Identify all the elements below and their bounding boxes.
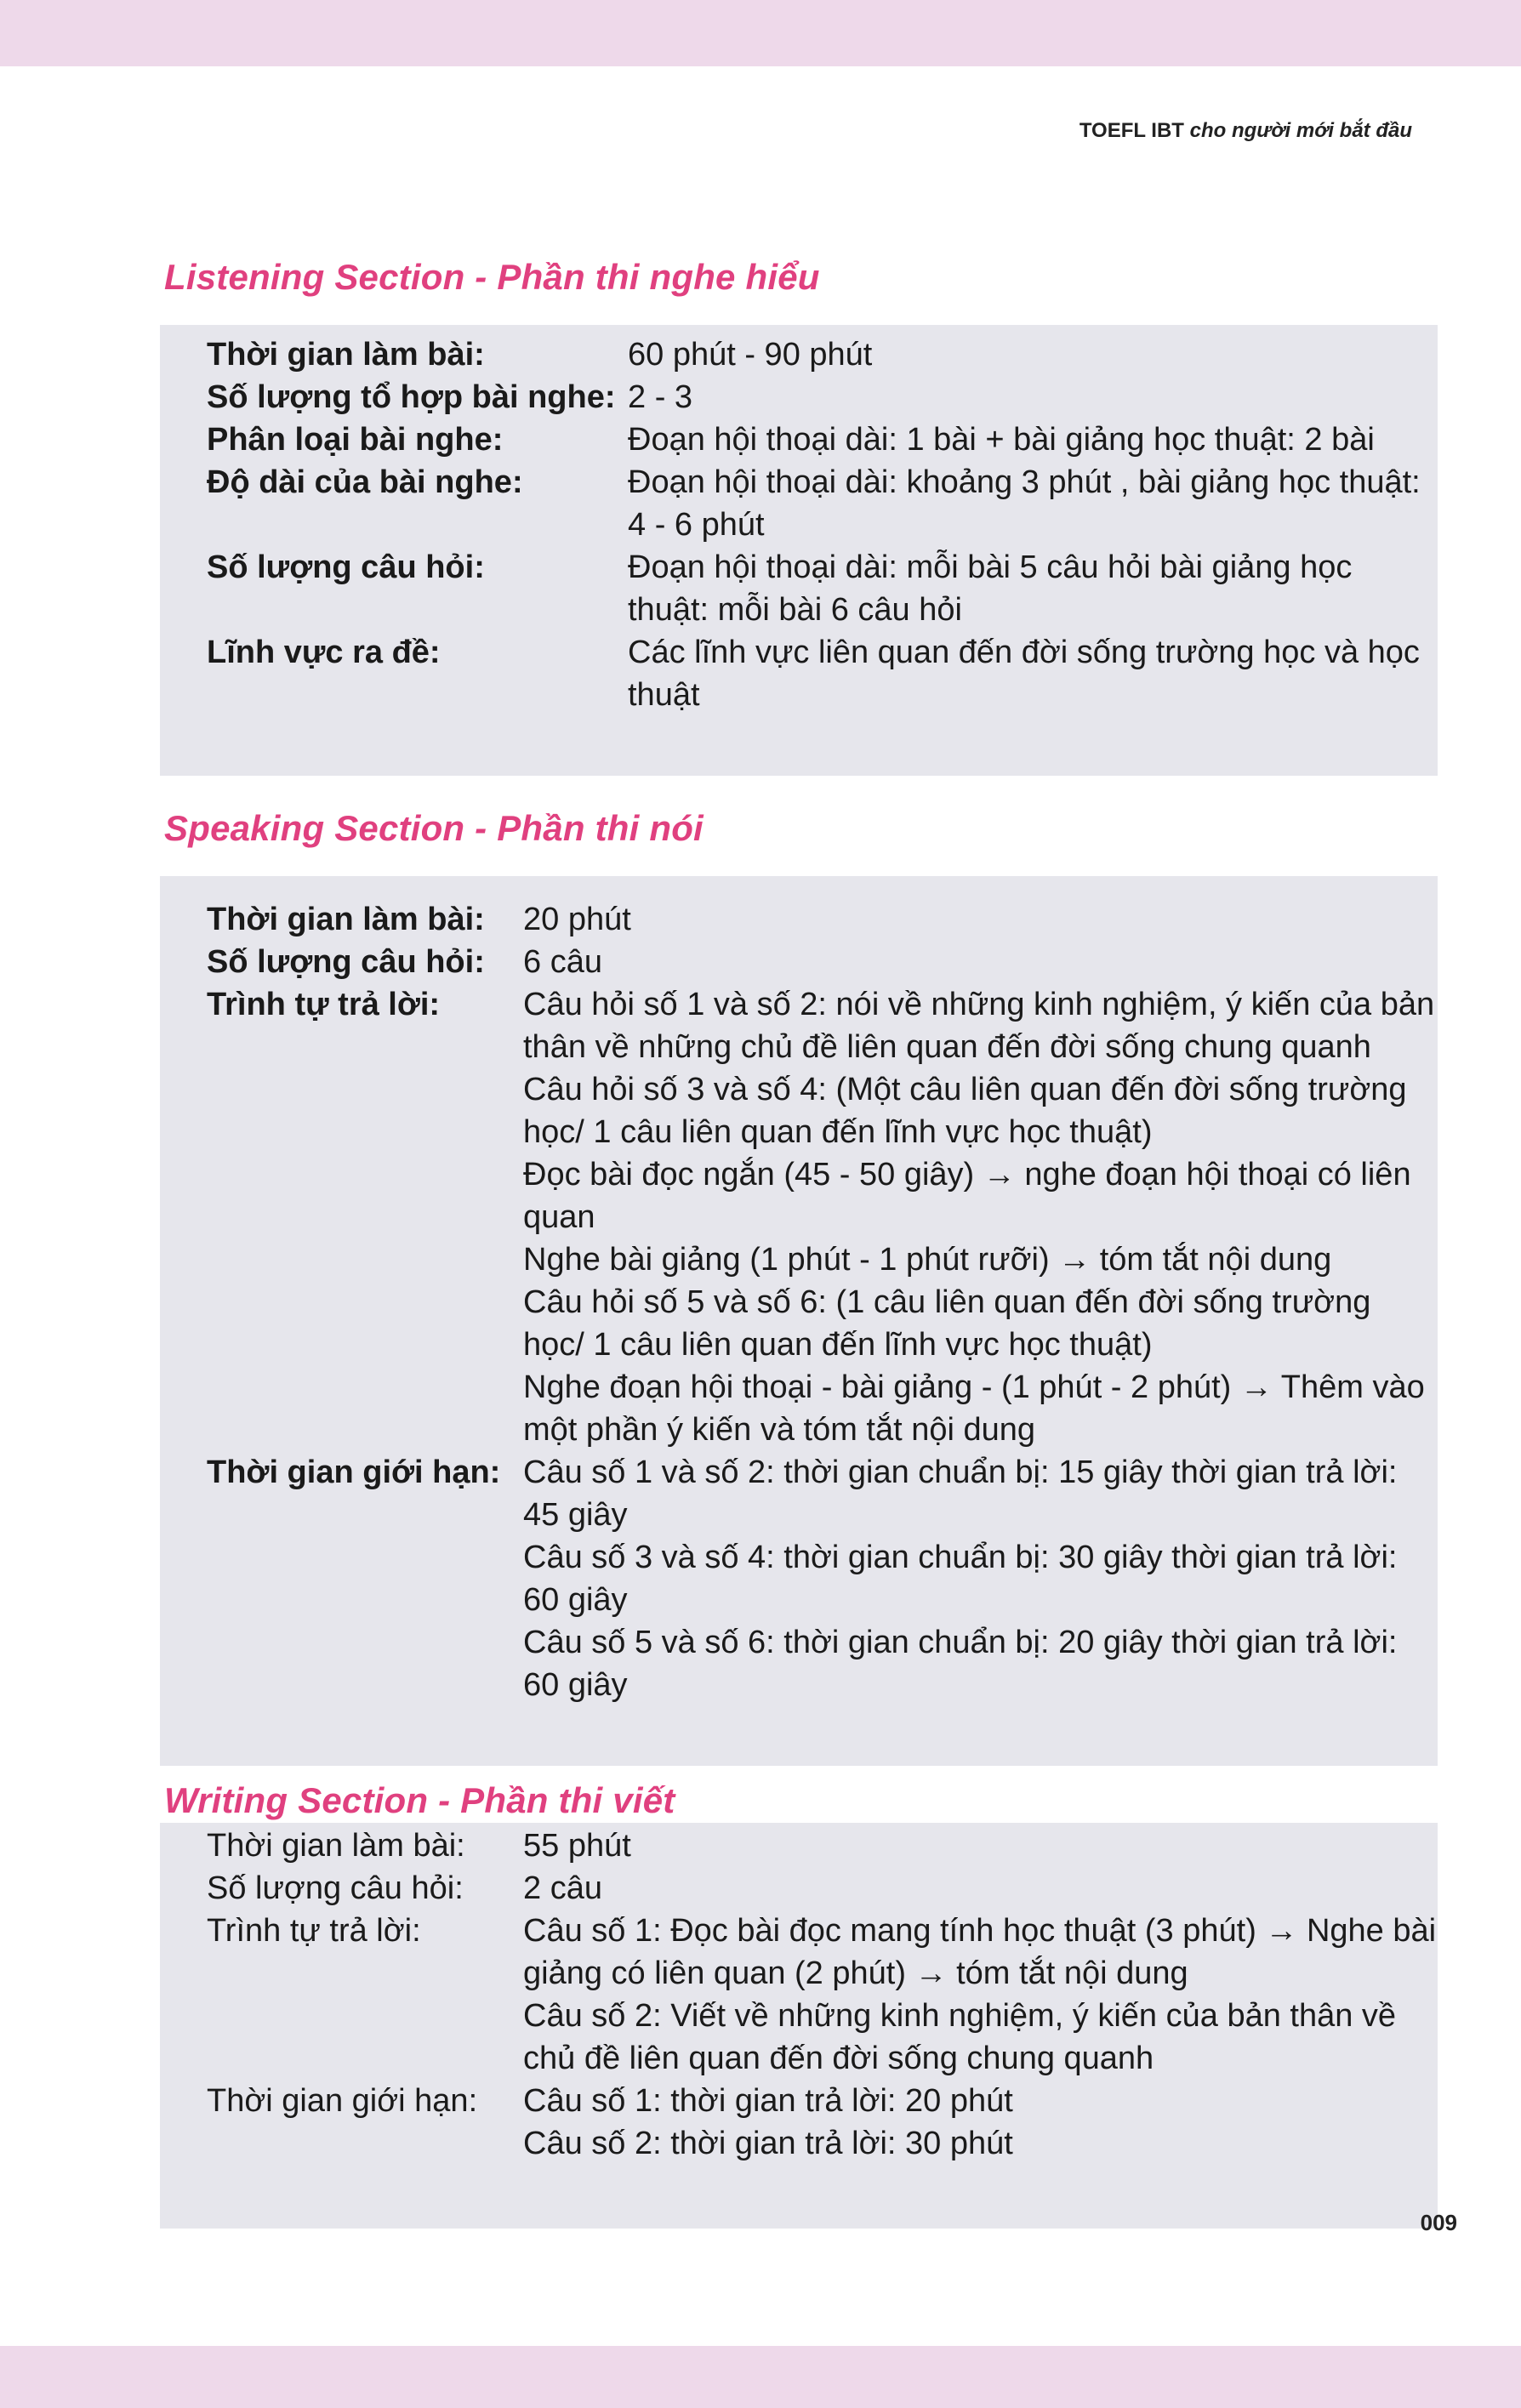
- info-value-line: Đoạn hội thoại dài: 1 bài + bài giảng học thuật: 2 bài: [628, 422, 1375, 458]
- info-value: [523, 1451, 1438, 1706]
- info-value: [628, 546, 1438, 631]
- info-value: [628, 631, 1438, 716]
- info-label: Thời gian giới hạn:: [207, 2083, 478, 2119]
- info-row: [207, 941, 1438, 983]
- speaking-section-title: Speaking Section - Phần thi nói: [164, 808, 704, 848]
- listening-info-panel: [160, 325, 1438, 776]
- info-label: Thời gian làm bài:: [207, 1828, 465, 1864]
- info-row: [207, 546, 1438, 631]
- info-value-line: Nghe bài giảng (1 phút - 1 phút rưỡi) → tóm tắt nội dung: [523, 1242, 1332, 1278]
- info-value: [523, 1825, 1438, 1867]
- info-row: [207, 1867, 1438, 1910]
- info-value-line: 2 câu: [523, 1870, 602, 1906]
- info-row: [207, 376, 1438, 418]
- info-row: [207, 418, 1438, 461]
- info-label: Trình tự trả lời:: [207, 987, 441, 1022]
- info-value: [628, 333, 1438, 376]
- info-value: [628, 376, 1438, 418]
- book-name: TOEFL IBT: [1079, 119, 1184, 142]
- info-value-line: Câu số 1: thời gian trả lời: 20 phút: [523, 2083, 1013, 2119]
- info-value: [628, 418, 1438, 461]
- info-value-line: Câu hỏi số 5 và số 6: (1 câu liên quan đến đời sống trường học/ 1 câu liên quan đến lĩnh vực học thuật): [523, 1284, 1371, 1363]
- info-value-line: Câu hỏi số 1 và số 2: nói về những kinh nghiệm, ý kiến của bản thân về những chủ đề liên quan đến đời sống chung quanh: [523, 987, 1435, 1065]
- info-label: Thời gian giới hạn:: [207, 1454, 501, 1490]
- info-value: [523, 2080, 1438, 2165]
- info-value: [628, 461, 1438, 546]
- writing-info-panel: [160, 1823, 1438, 2229]
- info-label: Số lượng câu hỏi:: [207, 1870, 464, 1906]
- info-label: Thời gian làm bài:: [207, 337, 485, 373]
- info-label: Số lượng câu hỏi:: [207, 944, 485, 980]
- info-label: Trình tự trả lời:: [207, 1913, 421, 1949]
- listening-section-title: Listening Section - Phần thi nghe hiểu: [164, 257, 820, 297]
- info-row: [207, 461, 1438, 546]
- info-value: [523, 1867, 1438, 1910]
- speaking-info-panel: [160, 876, 1438, 1766]
- writing-section-title: Writing Section - Phần thi viết: [164, 1780, 675, 1820]
- info-value-line: Câu số 1 và số 2: thời gian chuẩn bị: 15 giây thời gian trả lời: 45 giây: [523, 1454, 1398, 1533]
- info-label: Độ dài của bài nghe:: [207, 464, 523, 500]
- info-value-line: 6 câu: [523, 944, 602, 980]
- info-value: [523, 898, 1438, 941]
- info-row: [207, 983, 1438, 1451]
- info-value-line: Câu số 1: Đọc bài đọc mang tính học thuật (3 phút) → Nghe bài giảng có liên quan (2 phút) → tóm tắt nội dung: [523, 1913, 1437, 1991]
- info-value-line: Đọc bài đọc ngắn (45 - 50 giây) → nghe đoạn hội thoại có liên quan: [523, 1157, 1411, 1235]
- info-value-line: Đoạn hội thoại dài: mỗi bài 5 câu hỏi bài giảng học thuật: mỗi bài 6 câu hỏi: [628, 549, 1353, 628]
- info-value-line: Câu hỏi số 3 và số 4: (Một câu liên quan đến đời sống trường học/ 1 câu liên quan đến lĩnh vực học thuật): [523, 1072, 1407, 1150]
- page-number: 009: [1420, 2210, 1457, 2235]
- info-row: [207, 1451, 1438, 1706]
- info-value-line: 55 phút: [523, 1828, 631, 1864]
- running-header: [1080, 119, 1412, 143]
- info-value: [523, 941, 1438, 983]
- info-label: Số lượng tổ hợp bài nghe:: [207, 379, 616, 415]
- info-row: [207, 1910, 1438, 2080]
- info-value: [523, 1910, 1438, 2080]
- info-value-line: 20 phút: [523, 902, 631, 937]
- info-row: [207, 333, 1438, 376]
- info-row: [207, 631, 1438, 716]
- info-value-line: Các lĩnh vực liên quan đến đời sống trường học và học thuật: [628, 635, 1420, 713]
- info-value-line: 60 phút - 90 phút: [628, 337, 873, 373]
- info-label: Phân loại bài nghe:: [207, 422, 504, 458]
- info-label: Số lượng câu hỏi:: [207, 549, 485, 585]
- info-row: [207, 1825, 1438, 1867]
- info-row: [207, 2080, 1438, 2165]
- info-value: [523, 983, 1438, 1451]
- info-value-line: Đoạn hội thoại dài: khoảng 3 phút , bài giảng học thuật: 4 - 6 phút: [628, 464, 1421, 543]
- info-value-line: 2 - 3: [628, 379, 693, 415]
- info-value-line: Câu số 5 và số 6: thời gian chuẩn bị: 20 giây thời gian trả lời: 60 giây: [523, 1625, 1398, 1703]
- info-row: [207, 898, 1438, 941]
- info-value-line: Câu số 3 và số 4: thời gian chuẩn bị: 30 giây thời gian trả lời: 60 giây: [523, 1540, 1398, 1618]
- book-tagline: cho người mới bắt đầu: [1189, 119, 1412, 142]
- info-value-line: Câu số 2: thời gian trả lời: 30 phút: [523, 2126, 1013, 2161]
- info-label: Thời gian làm bài:: [207, 902, 485, 937]
- info-value-line: Nghe đoạn hội thoại - bài giảng - (1 phút - 2 phút) → Thêm vào một phần ý kiến và tóm tắt nội dung: [523, 1369, 1425, 1448]
- info-label: Lĩnh vực ra đề:: [207, 635, 441, 670]
- info-value-line: Câu số 2: Viết về những kinh nghiệm, ý kiến của bản thân về chủ đề liên quan đến đời sống chung quanh: [523, 1998, 1397, 2076]
